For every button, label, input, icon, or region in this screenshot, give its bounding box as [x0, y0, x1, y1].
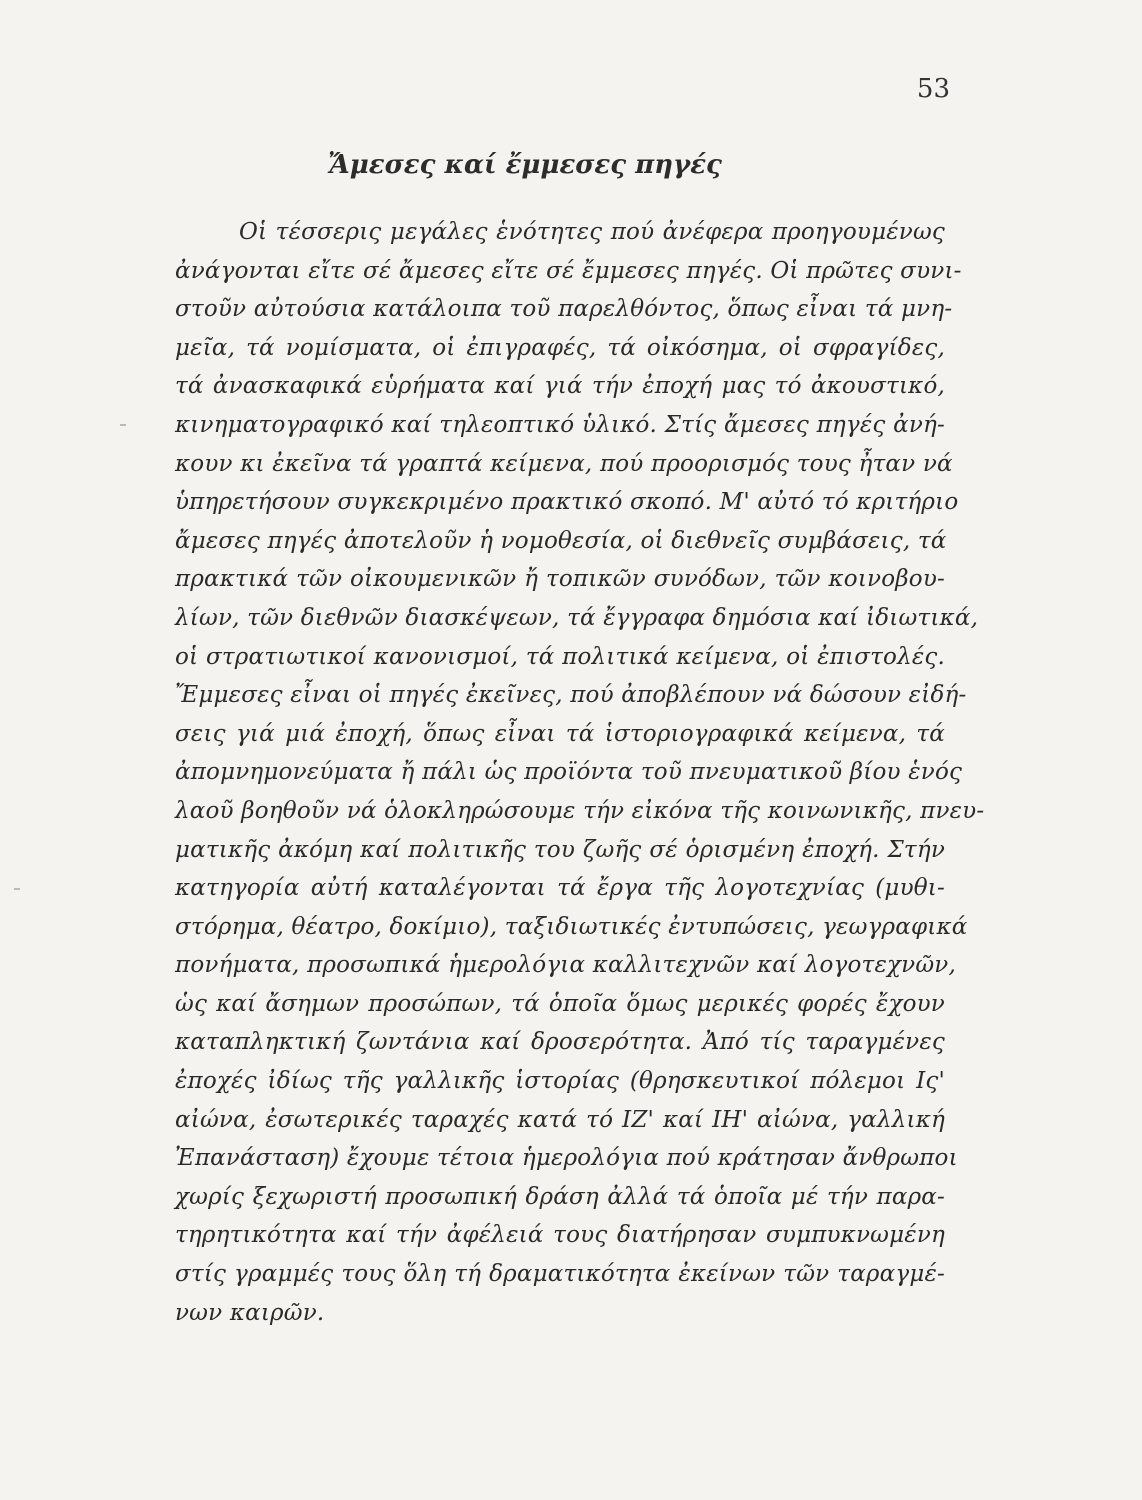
- margin-mark: [14, 888, 20, 890]
- page-number: 53: [916, 74, 950, 104]
- text-line: χωρίς ξεχωριστή προσωπική δράση ἀλλά τά ὁποῖα μέ τήν παρα-: [175, 1183, 945, 1210]
- text-line: τά ἀνασκαφικά εὑρήματα καί γιά τήν ἐποχή μας τό ἀκουστικό,: [175, 373, 945, 400]
- body-paragraph: [175, 213, 985, 1332]
- text-line: σεις γιά μιά ἐποχή, ὅπως εἶναι τά ἱστοριογραφικά κείμενα, τά: [175, 720, 945, 747]
- text-line: τηρητικότητα καί τήν ἀφέλειά τους διατήρησαν συμπυκνωμένη: [175, 1222, 945, 1249]
- text-line: κουν κι ἐκεῖνα τά γραπτά κείμενα, πού προορισμός τους ἦταν νά: [175, 450, 953, 477]
- text-line: νων καιρῶν.: [175, 1299, 325, 1326]
- text-line: πρακτικά τῶν οἰκουμενικῶν ἤ τοπικῶν συνόδων, τῶν κοινοβου-: [175, 566, 945, 593]
- text-line: στόρημα, θέατρο, δοκίμιο), ταξιδιωτικές ἐντυπώσεις, γεωγραφικά: [175, 913, 968, 940]
- text-line: ἐποχές ἰδίως τῆς γαλλικῆς ἱστορίας (θρησκευτικοί πόλεμοι Ις': [175, 1068, 945, 1095]
- text-line: μεῖα, τά νομίσματα, οἱ ἐπιγραφές, τά οἰκόσημα, οἱ σφραγίδες,: [175, 334, 945, 361]
- text-line: στοῦν αὐτούσια κατάλοιπα τοῦ παρελθόντος, ὅπως εἶναι τά μνη-: [175, 296, 953, 323]
- text-line: στίς γραμμές τους ὅλη τή δραματικότητα ἐκείνων τῶν ταραγμέ-: [175, 1261, 945, 1288]
- text-line: ματικῆς ἀκόμη καί πολιτικῆς του ζωῆς σέ ὁρισμένη ἐποχή. Στήν: [175, 836, 945, 863]
- text-line: αἰώνα, ἐσωτερικές ταραχές κατά τό ΙΖ' καί ΙΗ' αἰώνα, γαλλική: [175, 1106, 945, 1133]
- text-line: Οἱ τέσσερις μεγάλες ἑνότητες πού ἀνέφερα προηγουμένως: [239, 219, 945, 245]
- text-line: πονήματα, προσωπικά ἡμερολόγια καλλιτεχνῶν καί λογοτεχνῶν,: [175, 952, 956, 979]
- text-line: λίων, τῶν διεθνῶν διασκέψεων, τά ἔγγραφα δημόσια καί ἰδιωτικά,: [175, 604, 979, 631]
- text-line: ἀπομνημονεύματα ἤ πάλι ὡς προϊόντα τοῦ πνευματικοῦ βίου ἑνός: [175, 759, 963, 786]
- text-line: κατηγορία αὐτή καταλέγονται τά ἔργα τῆς λογοτεχνίας (μυθι-: [175, 875, 945, 902]
- margin-mark: [120, 424, 126, 426]
- text-line: ὑπηρετήσουν συγκεκριμένο πρακτικό σκοπό. Μ' αὐτό τό κριτήριο: [175, 489, 959, 516]
- text-line: οἱ στρατιωτικοί κανονισμοί, τά πολιτικά κείμενα, οἱ ἐπιστολές.: [175, 643, 945, 670]
- text-line: λαοῦ βοηθοῦν νά ὁλοκληρώσουμε τήν εἰκόνα τῆς κοινωνικῆς, πνευ-: [175, 797, 985, 824]
- text-line: Ἔμμεσες εἶναι οἱ πηγές ἐκεῖνες, πού ἀποβλέπουν νά δώσουν εἰδή-: [175, 682, 967, 709]
- text-line: Ἐπανάσταση) ἔχουμε τέτοια ἡμερολόγια πού κράτησαν ἄνθρωποι: [175, 1145, 958, 1172]
- section-title: Ἄμεσες καί ἔμμεσες πηγές: [328, 150, 722, 180]
- text-line: ὡς καί ἄσημων προσώπων, τά ὁποῖα ὅμως μερικές φορές ἔχουν: [175, 990, 945, 1017]
- text-line: ἀνάγονται εἴτε σέ ἄμεσες εἴτε σέ ἔμμεσες πηγές. Οἱ πρῶτες συνι-: [175, 257, 962, 284]
- text-line: ἄμεσες πηγές ἀποτελοῦν ἡ νομοθεσία, οἱ διεθνεῖς συμβάσεις, τά: [175, 527, 947, 554]
- text-line: κινηματογραφικό καί τηλεοπτικό ὑλικό. Στίς ἄμεσες πηγές ἀνή-: [175, 411, 945, 438]
- text-line: καταπληκτική ζωντάνια καί δροσερότητα. Ἀπό τίς ταραγμένες: [175, 1029, 945, 1056]
